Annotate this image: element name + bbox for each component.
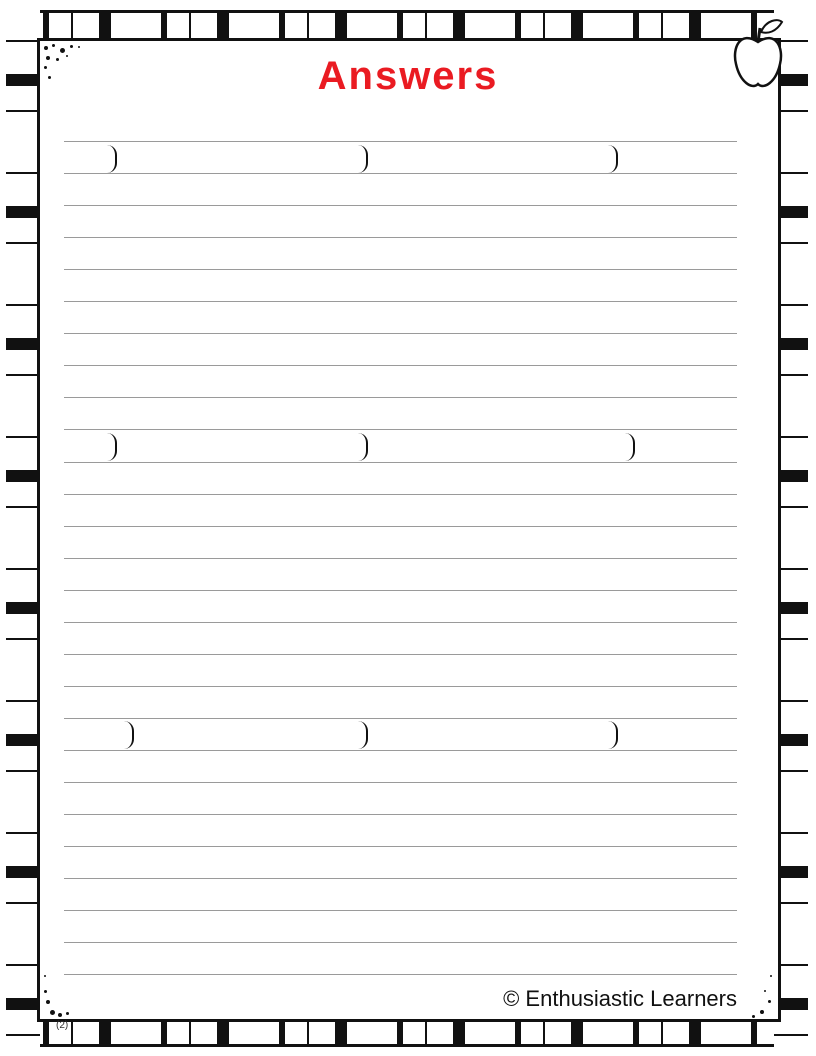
dot xyxy=(770,975,772,977)
ruled-line xyxy=(64,462,737,463)
ruled-line xyxy=(64,397,737,398)
ruled-line xyxy=(64,910,737,911)
ruled-line xyxy=(64,622,737,623)
ruled-line xyxy=(64,141,737,142)
content-panel xyxy=(37,38,781,1022)
ruled-line xyxy=(64,558,737,559)
ruled-line xyxy=(64,942,737,943)
ruled-line xyxy=(64,429,737,430)
page-number: (2) xyxy=(56,1020,69,1031)
dot xyxy=(78,46,80,48)
ruled-line xyxy=(64,173,737,174)
dot xyxy=(764,990,766,992)
ruled-line xyxy=(64,237,737,238)
dot xyxy=(44,990,47,993)
ruled-line xyxy=(64,526,737,527)
striped-border-left xyxy=(6,10,40,1047)
dot xyxy=(46,1000,50,1004)
ruled-line xyxy=(64,686,737,687)
dot xyxy=(66,1012,69,1015)
ruled-line xyxy=(64,718,737,719)
dot xyxy=(44,46,48,50)
ruled-line xyxy=(64,333,737,334)
ruled-line xyxy=(64,654,737,655)
dot xyxy=(50,1010,55,1015)
dot xyxy=(768,1000,771,1003)
dot xyxy=(752,1015,755,1018)
dot xyxy=(760,1010,764,1014)
ruled-line xyxy=(64,814,737,815)
ruled-line xyxy=(64,782,737,783)
dot xyxy=(44,975,46,977)
ruled-line xyxy=(64,878,737,879)
dot xyxy=(58,1013,62,1017)
ruled-line xyxy=(64,269,737,270)
ruled-line xyxy=(64,494,737,495)
dot xyxy=(52,44,55,47)
dot xyxy=(70,45,73,48)
ruled-line xyxy=(64,846,737,847)
dot xyxy=(60,48,65,53)
ruled-line xyxy=(64,750,737,751)
page-title: Answers xyxy=(317,54,499,98)
ruled-line xyxy=(64,301,737,302)
copyright-footer: © Enthusiastic Learners xyxy=(503,986,737,1011)
ruled-line xyxy=(64,365,737,366)
ruled-line xyxy=(64,590,737,591)
ruled-line xyxy=(64,974,737,975)
ruled-line xyxy=(64,205,737,206)
